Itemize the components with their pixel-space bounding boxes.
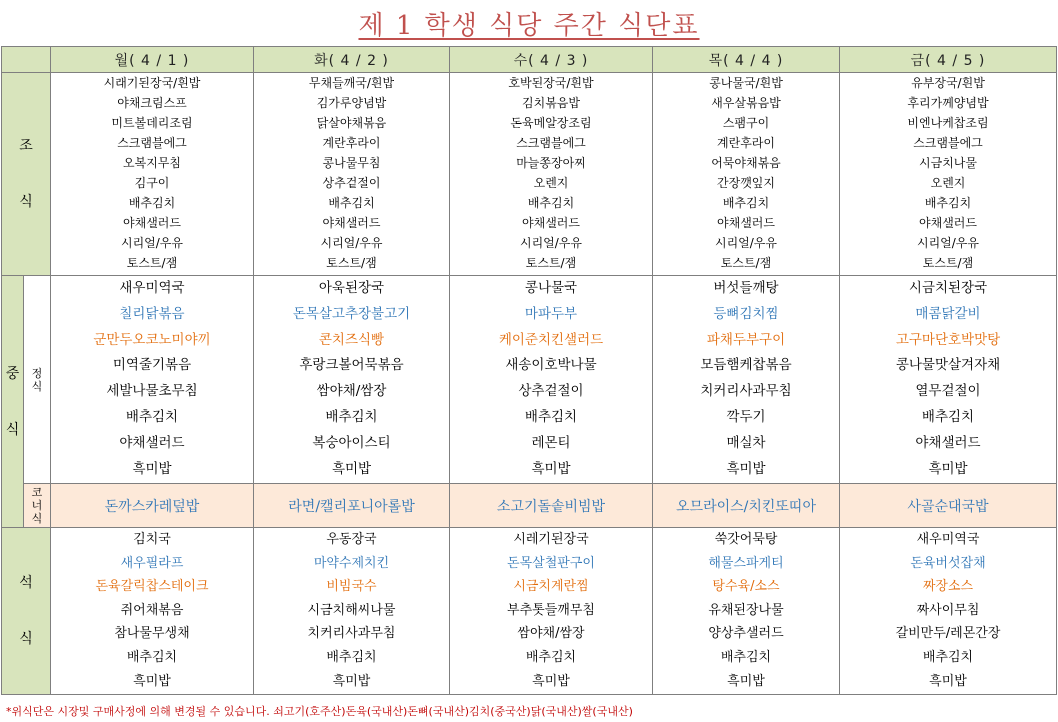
menu-item: 후랑크볼어묵볶음 (299, 357, 404, 374)
menu-item: 토스트/잼 (326, 256, 377, 270)
menu-item: 유부장국/흰밥 (911, 76, 985, 90)
menu-item: 시래기된장국/흰밥 (103, 76, 201, 90)
menu-item: 배추김치 (326, 649, 377, 665)
menu-item: 고구마단호박맛탕 (895, 331, 1001, 348)
menu-item: 상추겉절이 (322, 176, 381, 190)
menu-item: 시금치나물 (919, 156, 977, 170)
weekly-menu-table (1, 46, 1057, 695)
dinner-cell (51, 528, 254, 695)
menu-item: 오렌지 (930, 176, 966, 190)
lunch-cell (51, 276, 254, 484)
menu-item: 짜사이무침 (916, 602, 980, 618)
menu-item: 복숭아이스티 (312, 434, 391, 451)
dinner-cell (840, 528, 1057, 695)
menu-item: 콩나물국/흰밥 (709, 76, 783, 90)
menu-item: 쌈야채/쌈장 (517, 626, 585, 642)
menu-item: 배추김치 (924, 196, 972, 210)
menu-item: 우동장국 (326, 532, 377, 547)
menu-item: 마늘쫑장아찌 (516, 156, 586, 170)
corner-cell: 오므라이스/치킨또띠아 (653, 484, 840, 528)
menu-item: 오복지무침 (123, 156, 181, 170)
menu-item: 콩나물무침 (322, 156, 381, 170)
menu-item: 흑미밥 (331, 460, 372, 477)
menu-item: 군만두오코노미야끼 (93, 331, 211, 348)
menu-item: 시금치된장국 (908, 280, 988, 296)
menu-item: 매콤닭갈비 (915, 305, 981, 322)
menu-item: 미역줄기볶음 (112, 357, 192, 374)
menu-item: 치커리사과무침 (700, 383, 792, 400)
menu-item: 흑미밥 (132, 460, 172, 477)
menu-item: 흑미밥 (133, 673, 171, 689)
menu-item: 세발나물초무침 (106, 383, 198, 400)
menu-item: 시리얼/우유 (519, 236, 582, 250)
menu-item: 흑미밥 (929, 673, 967, 689)
menu-item: 미트볼데리조림 (111, 116, 193, 130)
menu-item: 새우미역국 (119, 280, 185, 296)
menu-item: 김구이 (134, 176, 170, 190)
menu-item: 배추김치 (922, 649, 974, 665)
menu-item: 시리얼/우유 (714, 236, 777, 250)
menu-item: 부추톳들깨무침 (507, 602, 595, 618)
menu-item: 스크램블에그 (117, 136, 187, 150)
menu-item: 새송이호박나물 (505, 357, 597, 374)
menu-item: 배추김치 (722, 196, 770, 210)
menu-item: 콩나물국 (524, 280, 578, 296)
menu-item: 버섯들깨탕 (713, 280, 779, 296)
breakfast-row (2, 73, 1057, 276)
menu-item: 무채들깨국/흰밥 (308, 76, 395, 90)
menu-item: 유채된장나물 (708, 602, 784, 618)
lunch-cell (450, 276, 653, 484)
day-header: 금( 4 / 5 ) (840, 47, 1057, 73)
breakfast-cell (840, 73, 1057, 276)
lunch-cell (840, 276, 1057, 484)
page-title (0, 0, 1058, 46)
lunch-cell (653, 276, 840, 484)
menu-item: 흑미밥 (727, 673, 765, 689)
dinner-cell (653, 528, 840, 695)
dinner-row (2, 528, 1057, 695)
menu-item: 깍두기 (726, 408, 766, 425)
menu-item: 쌈야채/쌈장 (316, 383, 387, 400)
menu-item: 파채두부구이 (706, 331, 786, 348)
menu-item: 계란후라이 (717, 136, 775, 150)
lunch-main-label: 정 식 (24, 276, 51, 484)
dinner-cell (450, 528, 653, 695)
menu-item: 시금치해씨나물 (307, 602, 396, 618)
menu-item: 매실차 (726, 434, 766, 451)
menu-item: 아욱된장국 (318, 280, 385, 296)
menu-item: 돈육메알장조림 (510, 116, 592, 130)
lunch-cell (254, 276, 450, 484)
menu-item: 야채샐러드 (119, 434, 185, 451)
menu-item: 비엔나케찹조림 (907, 116, 989, 130)
breakfast-cell (254, 73, 450, 276)
menu-item: 칠리닭볶음 (119, 305, 185, 322)
menu-item: 돈목살철판구이 (507, 555, 595, 571)
menu-item: 케이준치킨샐러드 (498, 331, 604, 348)
menu-item: 흑미밥 (928, 460, 968, 477)
breakfast-cell (450, 73, 653, 276)
lunch-corner-row (2, 484, 1057, 528)
menu-item: 야채샐러드 (717, 216, 775, 230)
menu-item: 배추김치 (328, 196, 375, 210)
menu-item: 배추김치 (524, 408, 578, 425)
day-header: 수( 4 / 3 ) (450, 47, 653, 73)
menu-item: 야채샐러드 (915, 434, 981, 451)
menu-item: 배추김치 (921, 408, 975, 425)
menu-item: 열무겉절이 (915, 383, 981, 400)
menu-item: 토스트/잼 (525, 256, 577, 270)
menu-item: 토스트/잼 (922, 256, 974, 270)
menu-item: 시금치계란찜 (513, 579, 589, 595)
menu-item: 닭살야채볶음 (316, 116, 387, 130)
menu-item: 배추김치 (525, 649, 577, 665)
menu-item: 야채샐러드 (123, 216, 181, 230)
menu-item: 콘치즈식빵 (318, 331, 385, 348)
menu-item: 김가루양념밥 (316, 96, 387, 110)
day-header: 화( 4 / 2 ) (254, 47, 450, 73)
menu-item: 돈육버섯잡채 (910, 555, 986, 571)
dinner-cell (254, 528, 450, 695)
menu-item: 야채샐러드 (522, 216, 580, 230)
menu-item: 양상추샐러드 (708, 626, 784, 642)
menu-item: 등뼈김치찜 (713, 305, 779, 322)
breakfast-label: 조 식 (2, 73, 51, 276)
menu-item: 계란후라이 (322, 136, 381, 150)
menu-item: 시리얼/우유 (320, 236, 383, 250)
menu-item: 흑미밥 (332, 673, 371, 689)
header-corner (2, 47, 51, 73)
menu-item: 상추겉절이 (518, 383, 584, 400)
menu-item: 스크램블에그 (516, 136, 586, 150)
menu-item: 흑미밥 (532, 673, 570, 689)
breakfast-cell (653, 73, 840, 276)
menu-item: 새우미역국 (916, 532, 980, 547)
menu-item: 돈육갈릭찹스테이크 (95, 579, 209, 595)
day-header: 목( 4 / 4 ) (653, 47, 840, 73)
menu-item: 야채샐러드 (322, 216, 381, 230)
corner-cell: 라면/캘리포니아롤밥 (254, 484, 450, 528)
menu-item: 호박된장국/흰밥 (508, 76, 594, 90)
menu-item: 야채샐러드 (919, 216, 977, 230)
page-title-text: 제 1 학생 식당 주간 식단표 (358, 10, 700, 41)
footnote: *위식단은 시장및 구매사정에 의해 변경될 수 있습니다. 쇠고기(호주산)돈육(국내산)돈뼈(국내산)김치(중국산)닭(국내산)쌀(국내산) (6, 705, 633, 718)
menu-item: 야채크림스프 (117, 96, 187, 110)
menu-item: 스크램블에그 (913, 136, 983, 150)
menu-item: 모듬햄케찹볶음 (700, 357, 792, 374)
menu-item: 돈목살고추장불고기 (292, 305, 411, 322)
day-header-row (2, 47, 1057, 73)
corner-cell: 사골순대국밥 (840, 484, 1057, 528)
menu-item: 짜장소스 (922, 579, 974, 595)
menu-item: 시레기된장국 (513, 532, 589, 547)
menu-item: 해물스파게티 (708, 555, 784, 571)
menu-item: 갈비만두/레몬간장 (895, 626, 1001, 642)
menu-item: 시리얼/우유 (120, 236, 183, 250)
menu-item: 참나물무생채 (114, 626, 190, 642)
menu-item: 치커리사과무침 (307, 626, 396, 642)
menu-item: 새우살볶음밥 (711, 96, 781, 110)
day-header: 월( 4 / 1 ) (51, 47, 254, 73)
menu-item: 흑미밥 (531, 460, 571, 477)
menu-item: 김치국 (133, 532, 171, 547)
menu-item: 오렌지 (533, 176, 569, 190)
menu-item: 어묵야채볶음 (711, 156, 781, 170)
menu-item: 쑥갓어묵탕 (714, 532, 778, 547)
menu-item: 스팸구이 (722, 116, 770, 130)
menu-item: 토스트/잼 (720, 256, 772, 270)
menu-item: 시리얼/우유 (916, 236, 979, 250)
corner-cell: 돈까스카레덮밥 (51, 484, 254, 528)
menu-item: 탕수육/소스 (712, 579, 780, 595)
lunch-corner-label: 코 너 식 (24, 484, 51, 528)
menu-item: 레몬티 (531, 434, 571, 451)
menu-item: 배추김치 (126, 649, 178, 665)
menu-item: 배추김치 (325, 408, 378, 425)
menu-item: 배추김치 (125, 408, 179, 425)
breakfast-cell (51, 73, 254, 276)
menu-item: 토스트/잼 (126, 256, 178, 270)
menu-item: 새우필라프 (120, 555, 184, 571)
lunch-main-row (2, 276, 1057, 484)
lunch-label: 중 식 (2, 276, 24, 528)
menu-item: 김치볶음밥 (522, 96, 580, 110)
menu-item: 간장깻잎지 (717, 176, 775, 190)
menu-item: 배추김치 (720, 649, 772, 665)
menu-item: 콩나물맛살겨자채 (895, 357, 1001, 374)
menu-item: 마약수제치킨 (313, 555, 390, 571)
menu-item: 배추김치 (527, 196, 575, 210)
dinner-label: 석 식 (2, 528, 51, 695)
menu-item: 쥐어채볶음 (120, 602, 184, 618)
menu-item: 후리가께양념밥 (907, 96, 989, 110)
menu-item: 흑미밥 (726, 460, 766, 477)
corner-cell: 소고기돌솥비빔밥 (450, 484, 653, 528)
menu-item: 비빔국수 (326, 579, 377, 595)
menu-item: 마파두부 (524, 305, 578, 322)
menu-item: 배추김치 (128, 196, 176, 210)
